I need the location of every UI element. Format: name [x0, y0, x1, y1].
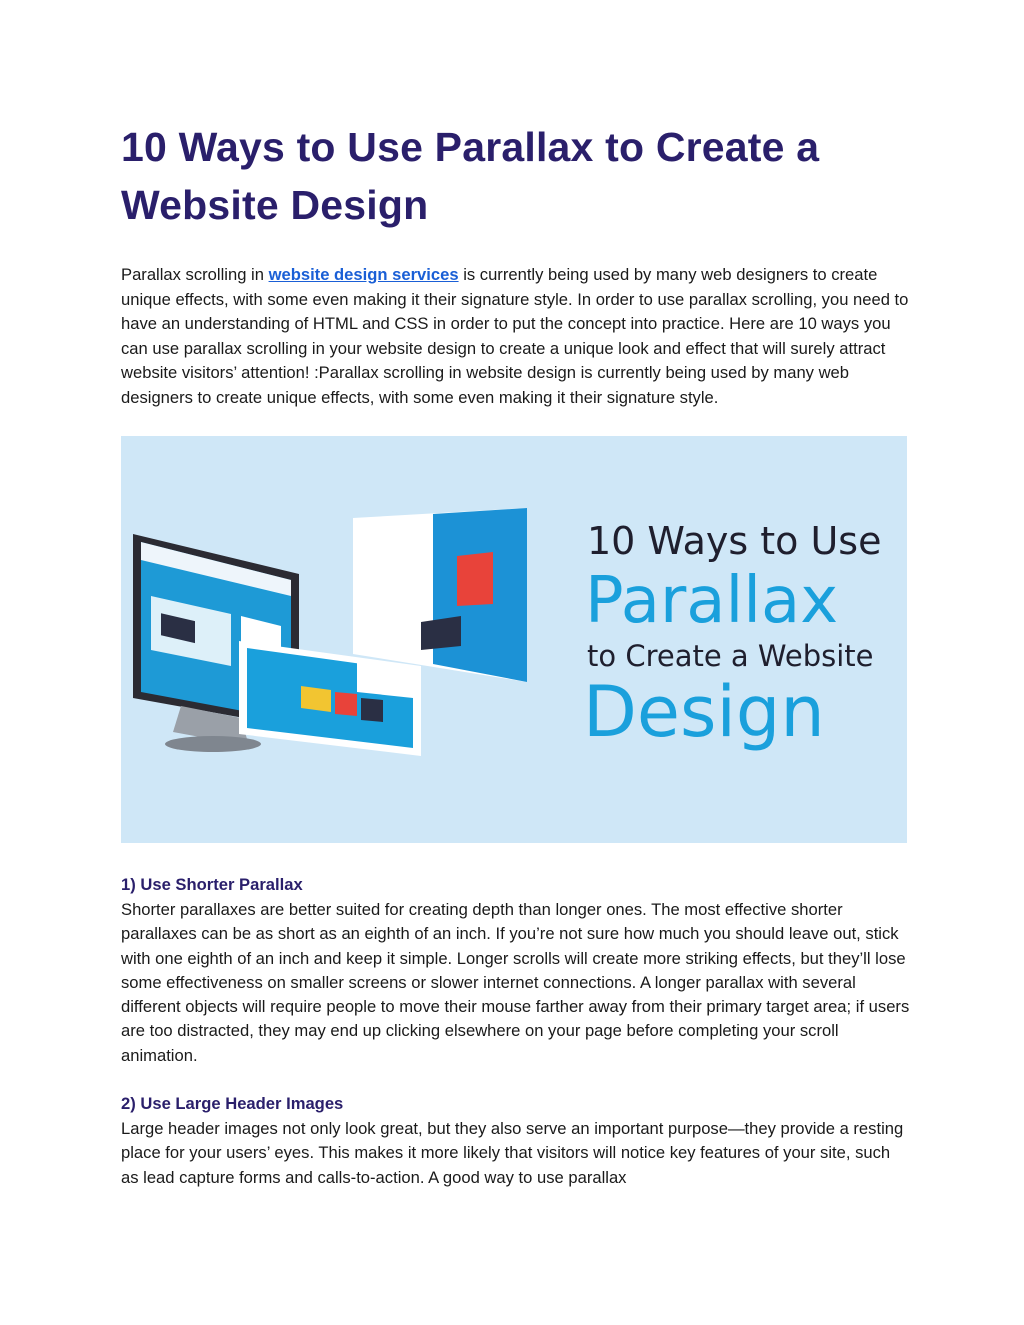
- section-1-body: Shorter parallaxes are better suited for creating depth than longer ones. The most effective shorter parallaxes can be as short as an eighth of an inch. If you’re not sure how much you should leave out, stick with one eighth of an inch and keep it simple. Longer scrolls will create more striking effects, but they’ll lose some effectiveness on smaller screens or slower internet connections. A longer parallax with several different objects will require people to move their mouse farther away from their primary target area; if users are too distracted, they may end up clicking elsewhere on your page before completing your scroll animation.: [121, 900, 910, 1065]
- hero-line-2: Parallax: [585, 564, 839, 638]
- hero-line-4: Design: [583, 671, 825, 753]
- section-2-body: Large header images not only look great, but they also serve an important purpose—they provide a resting place for your users’ eyes. This makes it more likely that visitors will notice key features of your site, such as lead capture forms and calls-to-action. A good way to use parallax: [121, 1119, 904, 1187]
- section-2-heading: 2) Use Large Header Images: [121, 1094, 344, 1113]
- hero-line-3: to Create a Website: [587, 639, 874, 673]
- intro-text-after-link: is currently being used by many web designers to create unique effects, with some even making it their signature style. In order to use parallax scrolling, you need to have an understanding of HTML and CSS in order to put the concept into practice. Here are 10 ways you can use parallax scrolling in your website design to create a unique look and effect that will surely attract website visitors’ attention! :Parallax scrolling in website design is currently being used by many web designers to create unique effects, with some even making it their signature style.: [121, 265, 909, 407]
- section-1-heading: 1) Use Shorter Parallax: [121, 875, 303, 894]
- hero-line-1: 10 Ways to Use: [587, 519, 882, 563]
- website-design-services-link[interactable]: website design services: [268, 265, 459, 284]
- intro-text-before-link: Parallax scrolling in: [121, 265, 269, 284]
- page-title: 10 Ways to Use Parallax to Create a Website Design: [121, 124, 820, 228]
- intro-paragraph: [121, 263, 911, 410]
- hero-image: [121, 436, 907, 843]
